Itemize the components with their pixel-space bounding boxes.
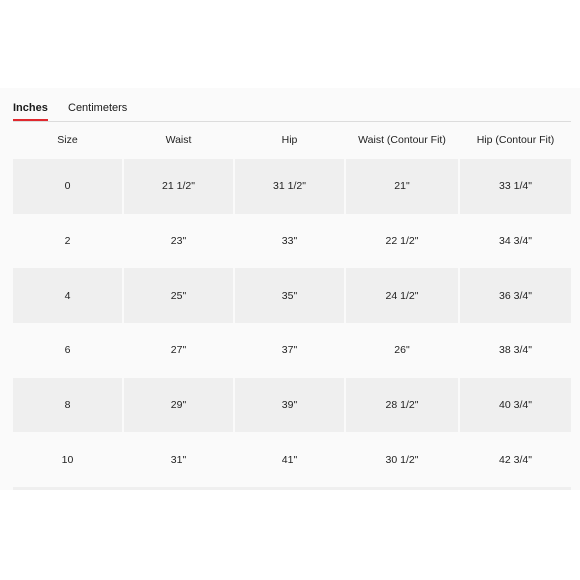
hip-contour-cell: 33 1/4" [460, 159, 571, 214]
table-row-partial [13, 487, 571, 490]
table-row [13, 432, 571, 487]
column-header-size: Size [57, 134, 78, 146]
waist-contour-cell: 24 1/2" [346, 268, 458, 323]
waist-cell: 29" [124, 378, 233, 433]
table-row [13, 323, 571, 378]
size-cell: 6 [64, 344, 71, 357]
table-row [13, 159, 571, 214]
hip-cell: 33" [281, 235, 298, 248]
hip-cell: 41" [281, 453, 298, 466]
table-row [13, 378, 571, 433]
column-header-hip-contour: Hip (Contour Fit) [476, 134, 555, 146]
hip-contour-cell: 36 3/4" [460, 268, 571, 323]
size-table [13, 121, 571, 487]
hip-contour-cell: 38 3/4" [499, 344, 532, 357]
waist-cell: 31" [170, 453, 187, 466]
hip-cell: 35" [235, 268, 344, 323]
waist-contour-cell: 21" [346, 159, 458, 214]
waist-cell: 27" [170, 344, 187, 357]
waist-contour-cell: 28 1/2" [346, 378, 458, 433]
size-cell: 2 [64, 235, 71, 248]
tab-centimeters[interactable]: Centimeters [68, 102, 128, 114]
hip-contour-cell: 34 3/4" [499, 235, 532, 248]
waist-cell: 25" [124, 268, 233, 323]
column-header-hip: Hip [281, 134, 298, 146]
column-header-waist-contour: Waist (Contour Fit) [358, 134, 446, 146]
hip-cell: 39" [235, 378, 344, 433]
size-cell: 10 [61, 453, 74, 466]
waist-contour-cell: 30 1/2" [385, 453, 419, 466]
size-cell: 0 [13, 159, 122, 214]
waist-contour-cell: 26" [394, 344, 410, 357]
hip-cell: 37" [281, 344, 298, 357]
waist-contour-cell: 22 1/2" [385, 235, 419, 248]
hip-cell: 31 1/2" [235, 159, 344, 214]
tab-inches[interactable]: Inches [13, 102, 48, 114]
size-cell: 8 [13, 378, 122, 433]
table-header-row [13, 121, 571, 159]
column-header-waist: Waist [165, 134, 192, 146]
waist-cell: 23" [170, 235, 187, 248]
size-cell: 4 [13, 268, 122, 323]
hip-contour-cell: 40 3/4" [460, 378, 571, 433]
waist-cell: 21 1/2" [124, 159, 233, 214]
size-chart-panel [0, 88, 580, 490]
table-row [13, 268, 571, 323]
unit-tabs [13, 88, 571, 122]
table-row [13, 214, 571, 269]
hip-contour-cell: 42 3/4" [499, 453, 532, 466]
